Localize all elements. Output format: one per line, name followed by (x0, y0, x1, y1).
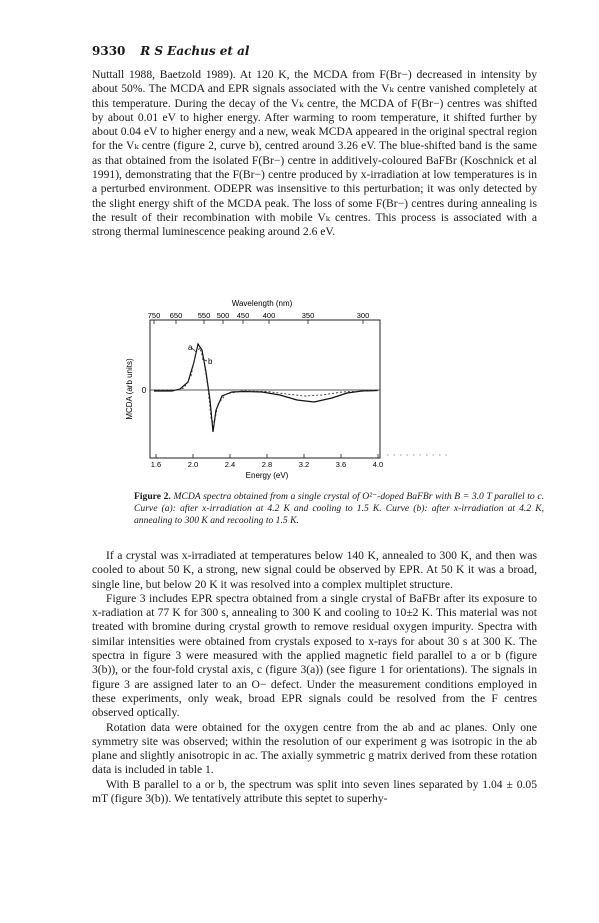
paragraph-4: Rotation data were obtained for the oxygen centre from the ab and ac planes. Only one symmetry site was observed; within the resolution of our experiment g was isotropic in the ab plane and slightly anisotropic in ac. The axially symmetric g matrix derived from these rotation data is included in table 1. (92, 720, 537, 777)
curve-b (154, 348, 378, 424)
mcda-spectrum-plot (92, 292, 537, 482)
page-number: 9330 (92, 44, 126, 58)
bottom-axis-label: Energy (eV) (245, 471, 289, 480)
bottom-tick-2-8: 2.8 (261, 460, 273, 469)
body-text-top (92, 68, 537, 240)
bottom-tick-1-6: 1.6 (150, 460, 162, 469)
bottom-tick-labels (151, 460, 383, 469)
figure-caption (134, 491, 544, 527)
y-axis-label: MCDA (arb units) (125, 358, 134, 420)
curve-a-pointer (192, 348, 196, 352)
paragraph-2: If a crystal was x-irradiated at temperatures below 140 K, annealed to 300 K, and then was cooled to about 50 K, a strong, new signal could be observed by EPR. At 50 K it was a broad, single line, but below 20 K it was resolved into a complex multiplet structure. (92, 549, 537, 591)
top-tick-350: 350 (301, 311, 315, 320)
bottom-tick-3-6: 3.6 (335, 460, 347, 469)
caption-label: Figure 2. (134, 491, 171, 502)
curve-a (154, 344, 378, 432)
caption-text: MCDA spectra obtained from a single crystal of O²⁻-doped BaFBr with B = 3.0 T parallel to c. Curve (a): after x-irradiation at 4.2 K and cooling to 1.5 K. Curve (b): after x-irradiation at 4.2 K, annealing to 300 K and recooling to 1.5 K. (134, 491, 544, 526)
zero-label: 0 (141, 386, 147, 395)
bottom-tick-3-2: 3.2 (298, 460, 310, 469)
figure-2 (92, 292, 537, 482)
body-text-bottom (92, 549, 537, 806)
paragraph-5: With B parallel to a or b, the spectrum was split into seven lines separated by 1.04 ± 0.05 mT (figure 3(b)). We tentatively attribute this septet to superhy- (92, 777, 537, 806)
top-tick-marks (154, 320, 363, 324)
top-axis-label: Wavelength (nm) (231, 299, 293, 308)
top-tick-500: 500 (216, 311, 230, 320)
top-tick-400: 400 (262, 311, 276, 320)
top-tick-300: 300 (356, 311, 370, 320)
bottom-tick-2-4: 2.4 (224, 460, 236, 469)
curve-b-label: b (208, 357, 213, 366)
top-tick-labels (148, 311, 370, 320)
top-tick-750: 750 (147, 311, 161, 320)
bottom-tick-4-0: 4.0 (372, 460, 384, 469)
running-header (92, 44, 532, 58)
plot-frame (150, 320, 380, 458)
top-tick-550: 550 (197, 311, 211, 320)
curve-a-label: a (188, 343, 193, 352)
paragraph-1: Nuttall 1988, Baetzold 1989). At 120 K, the MCDA from F(Br−) decreased in intensity by about 50%. The MCDA and EPR signals associated with the Vₖ centre vanished completely at this temperature. During the decay of the Vₖ centre, the MCDA of F(Br−) centres was shifted by about 0.01 eV to higher energy. After warming to room temperature, it shifted further by about 0.04 eV to higher energy and a new, weak MCDA appeared in the original spectral region for the Vₖ centre (figure 2, curve b), centred around 3.26 eV. The blue-shifted band is the same as that obtained from the isolated F(Br−) centre in additively-coloured BaFBr (Koschnick et al 1991), demonstrating that the F(Br−) centre produced by x-irradiation at low temperatures is in a perturbed environment. ODEPR was insensitive to this perturbation; it was only detected by the slight energy shift of the MCDA peak. The loss of some F(Br−) centres during annealing is the result of their recombination with mobile Vₖ centres. This process is associated with a strong thermal luminescence peaking around 2.6 eV. (92, 68, 537, 239)
top-tick-650: 650 (169, 311, 183, 320)
bottom-tick-marks (156, 454, 378, 458)
author-line: R S Eachus et al (140, 44, 250, 58)
bottom-tick-2-0: 2.0 (187, 460, 199, 469)
paragraph-3: Figure 3 includes EPR spectra obtained from a single crystal of BaFBr after its exposure to x-radiation at 77 K for 300 s, annealing to 300 K and cooling to 10±2 K. This material was not treated with bromine during crystal growth to remove residual oxygen impurity. Spectra with similar intensities were obtained from crystals exposed to x-rays for about 30 s at 300 K. The spectra in figure 3 were measured with the applied magnetic field parallel to a or b (figure 3(b)), or the four-fold crystal axis, c (figure 3(a)) (see figure 1 for orientations). The signals in figure 3 are assigned later to an O− defect. Under the measurement conditions employed in these experiments, only weak, broad EPR signals could be resolved from the F centres observed optically. (92, 591, 537, 720)
top-tick-450: 450 (236, 311, 250, 320)
